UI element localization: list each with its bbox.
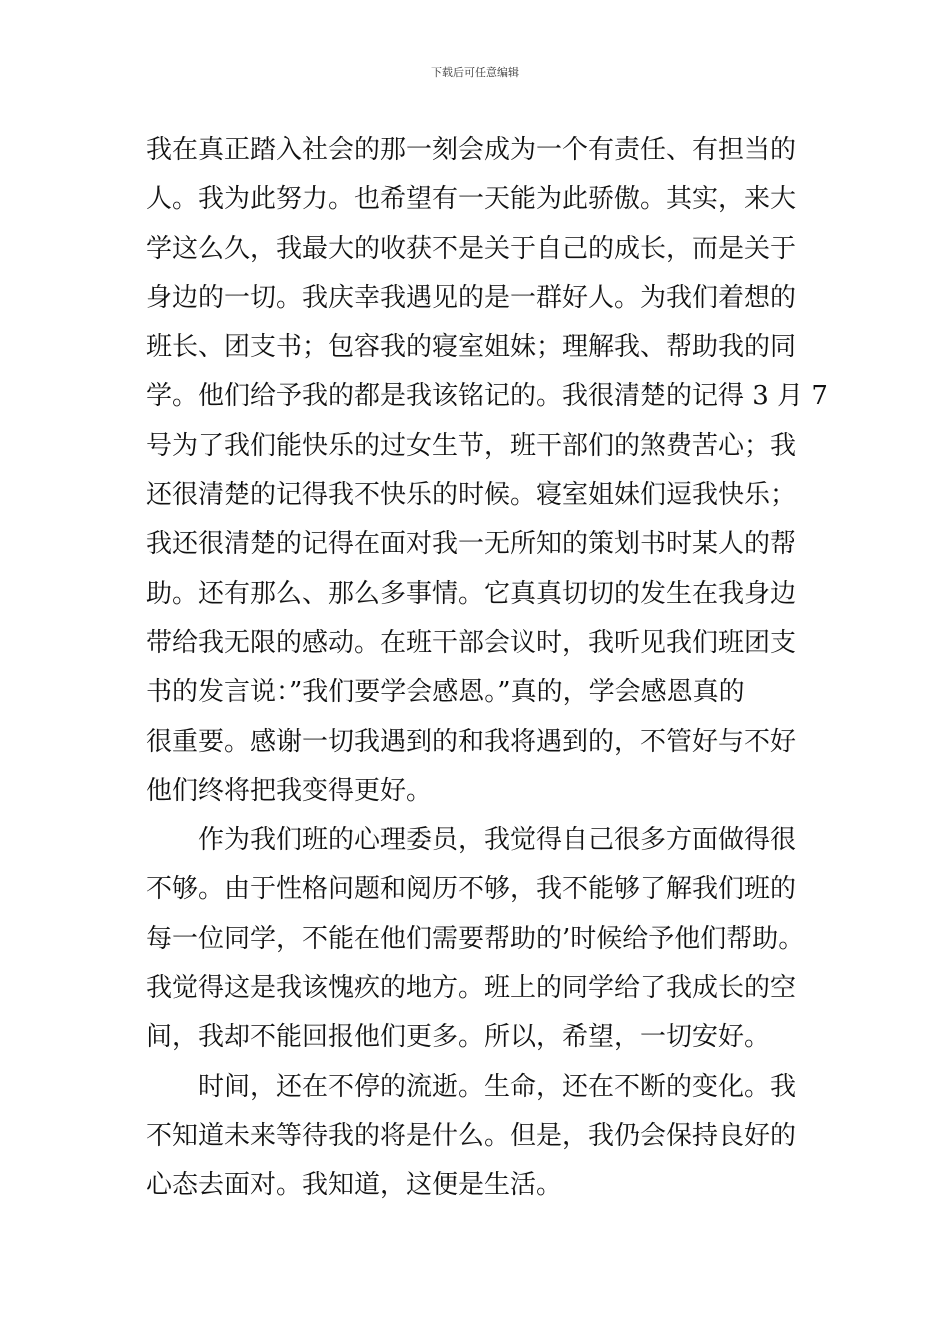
text-line: 学。他们给予我的都是我该铭记的。我很清楚的记得 3 月 7 (146, 381, 828, 412)
text-line: 班长、团支书；包容我的寝室姐妹；理解我、帮助我的同 (146, 332, 797, 363)
text-line: 我在真正踏入社会的那一刻会成为一个有责任、有担当的 (146, 135, 797, 165)
text-line: 心态去面对。我知道，这便是生活。 (146, 1170, 563, 1201)
text-line: 间，我却不能回报他们更多。所以，希望，一切安好。 (146, 1022, 771, 1053)
text-line: 号为了我们能快乐的过女生节，班干部们的煞费苦心；我 (146, 430, 797, 461)
text-line: 还很清楚的记得我不快乐的时候。寝室姐妹们逗我快乐； (146, 480, 797, 511)
text-line: 书的发言说：”我们要学会感恩。”真的，学会感恩真的 (146, 677, 745, 708)
text-line: 人。我为此努力。也希望有一天能为此骄傲。其实，来大 (146, 184, 797, 215)
text-line: 作为我们班的心理委员，我觉得自己很多方面做得很 (146, 825, 797, 856)
page-header: 下载后可任意编辑 (431, 66, 519, 79)
document-body (146, 126, 826, 1211)
text-line: 每一位同学，不能在他们需要帮助的’时候给予他们帮助。 (146, 923, 805, 954)
text-line: 不够。由于性格问题和阅历不够，我不能够了解我们班的 (146, 874, 797, 905)
text-line: 我还很清楚的记得在面对我一无所知的策划书时某人的帮 (146, 529, 797, 560)
text-line: 时间，还在不停的流逝。生命，还在不断的变化。我 (146, 1071, 797, 1102)
text-line: 助。还有那么、那么多事情。它真真切切的发生在我身边 (146, 578, 797, 609)
text-line: 学这么久，我最大的收获不是关于自己的成长，而是关于 (146, 233, 797, 264)
text-line: 身边的一切。我庆幸我遇见的是一群好人。为我们着想的 (146, 282, 797, 313)
text-line: 不知道未来等待我的将是什么。但是，我仍会保持良好的 (146, 1120, 797, 1151)
text-line: 我觉得这是我该愧疚的地方。班上的同学给了我成长的空 (146, 973, 797, 1004)
text-line: 很重要。感谢一切我遇到的和我将遇到的，不管好与不好 (146, 726, 797, 757)
text-line: 他们终将把我变得更好。 (146, 775, 433, 806)
text-line: 带给我无限的感动。在班干部会议时，我听见我们班团支 (146, 627, 797, 658)
